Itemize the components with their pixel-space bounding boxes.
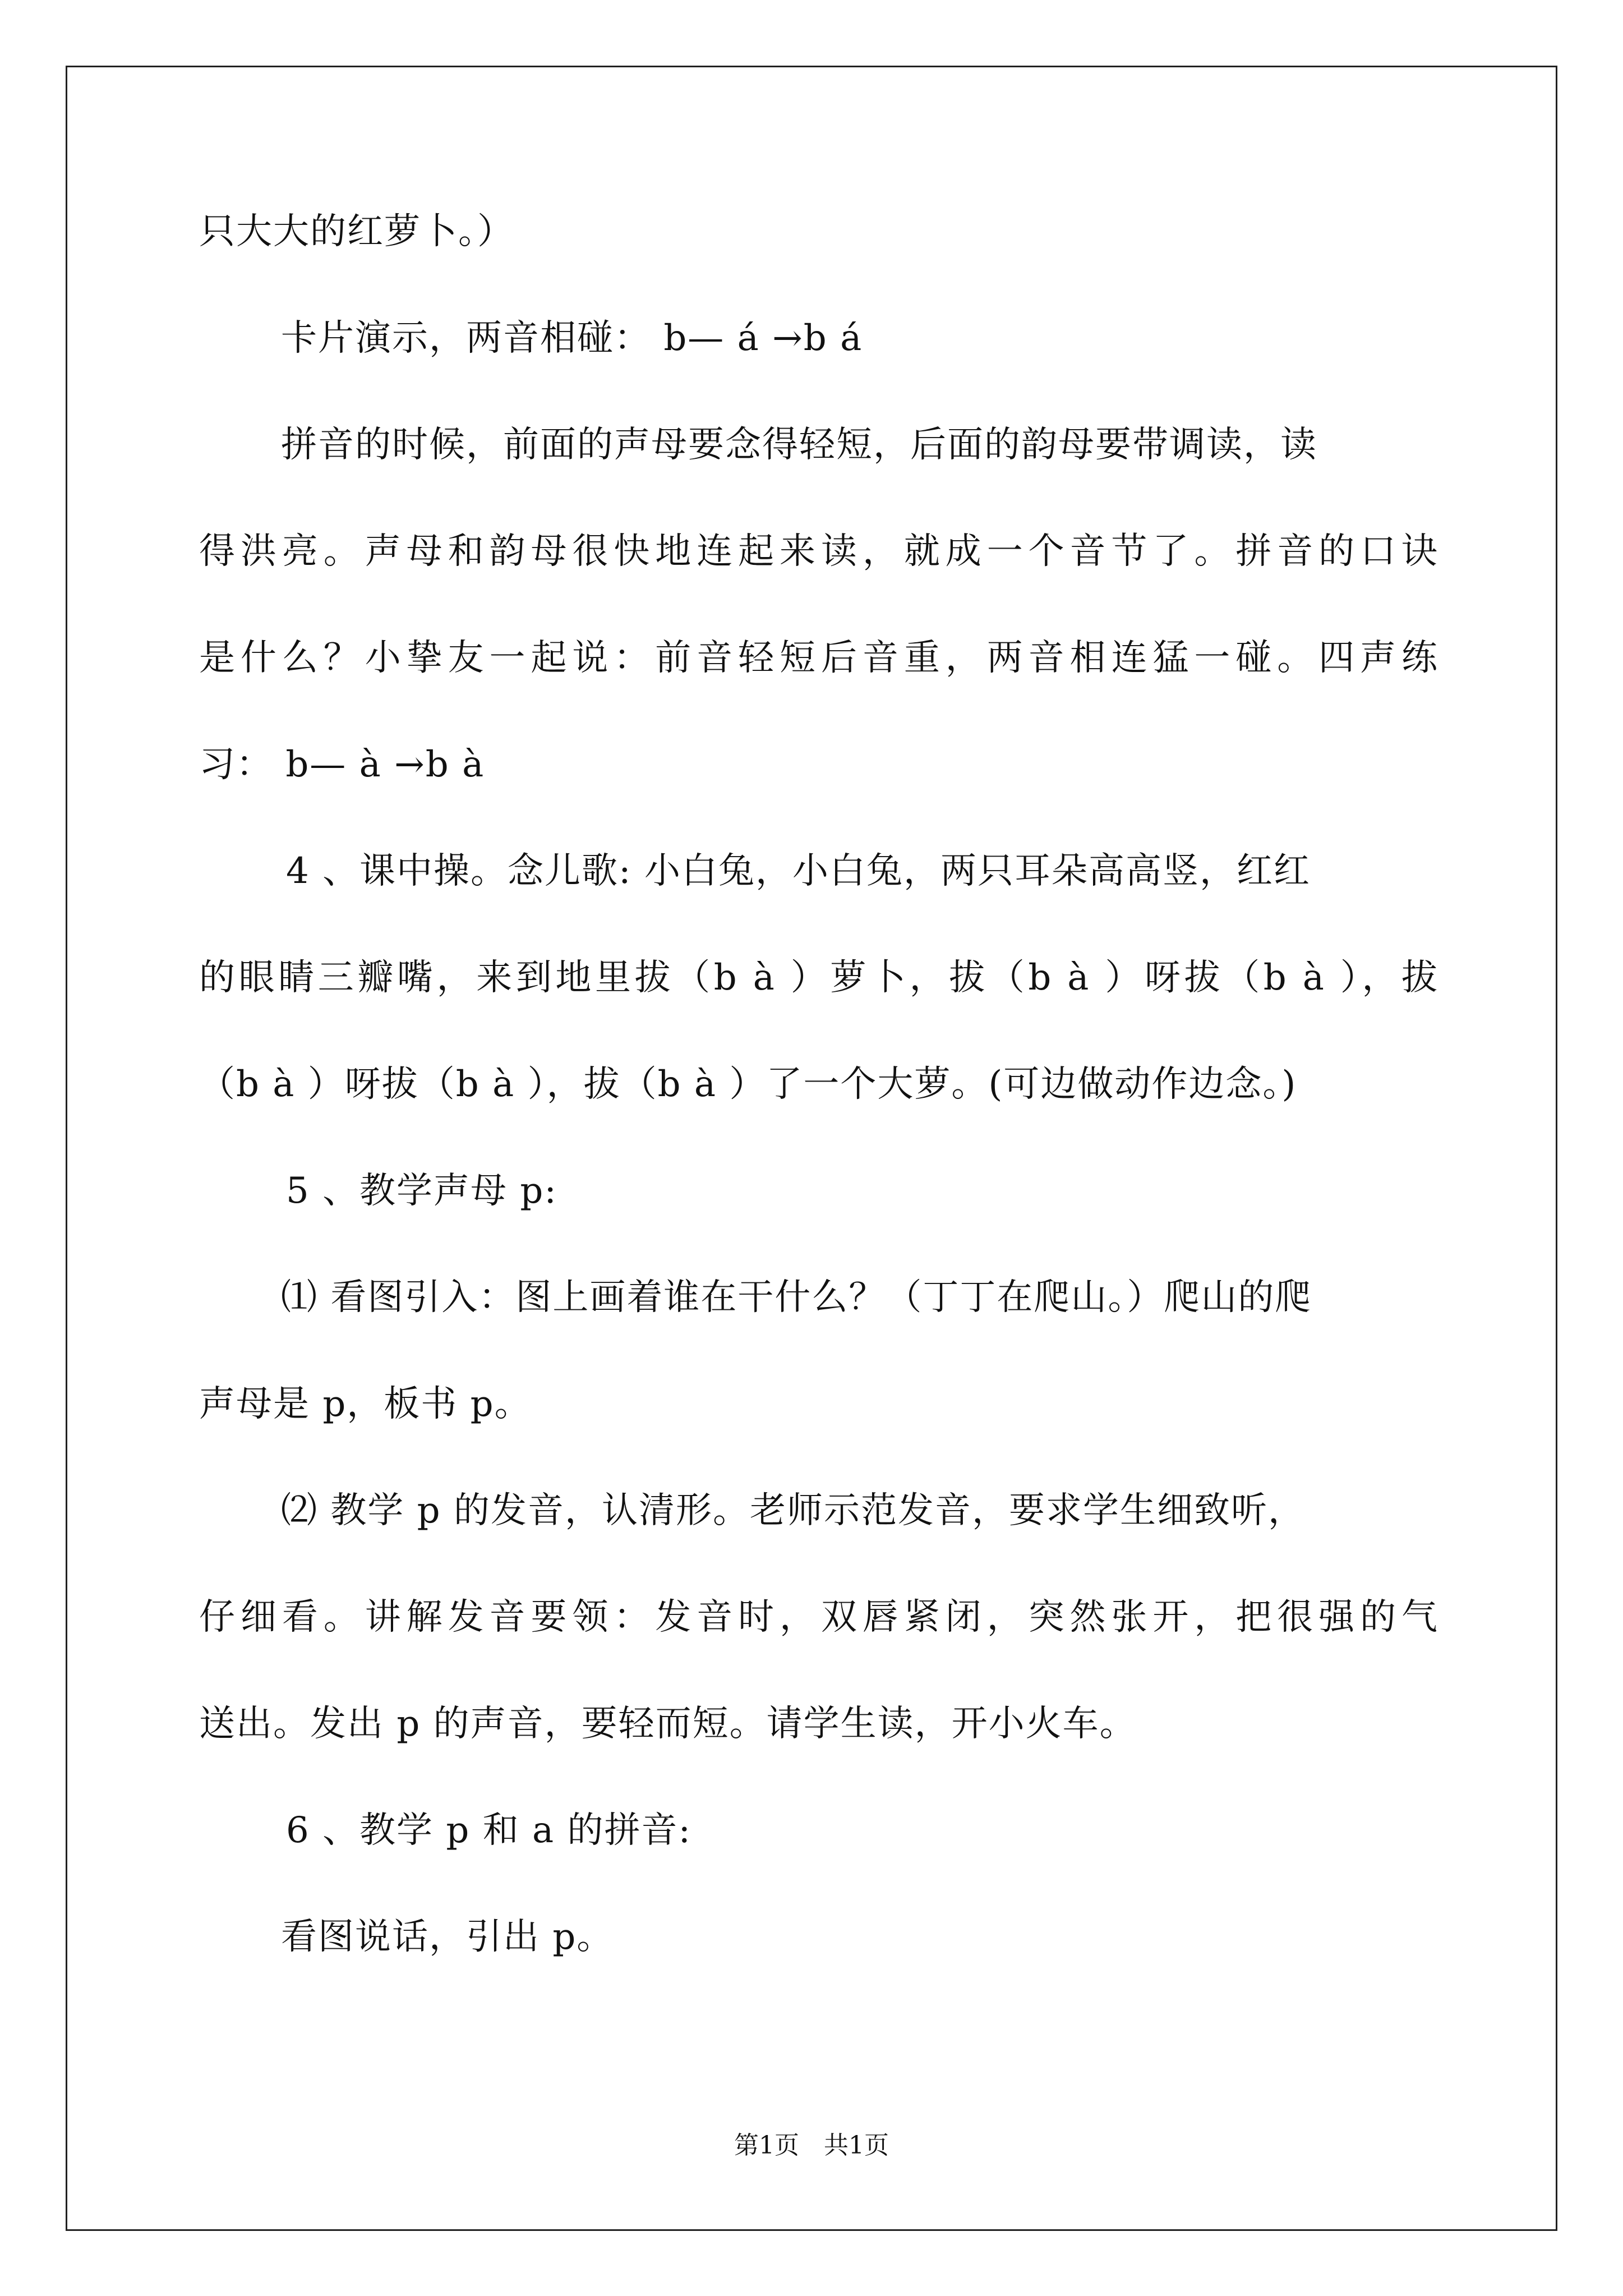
text-line-2: 卡片演示，两音相碰： b— á →b á bbox=[281, 318, 863, 359]
text-line-15: 送出。发出 p 的声音，要轻而短。请学生读，开小火车。 bbox=[199, 1703, 1137, 1745]
text-line-8: 的眼睛三瓣嘴，来到地里拔（b à ）萝卜，拔（b à ）呀拔（b à ），拔 bbox=[199, 957, 1438, 999]
page-footer: 第1页 共1页 bbox=[734, 2131, 889, 2160]
text-line-3: 拼音的时候，前面的声母要念得轻短，后面的韵母要带调读，读 bbox=[281, 424, 1317, 466]
text-line-11: ⑴ 看图引入：图上画着谁在干什么？（丁丁在爬山。）爬山的爬 bbox=[281, 1277, 1312, 1318]
text-line-9: （b à ）呀拔（b à ），拔（b à ）了一个大萝。(可边做动作边念。) bbox=[199, 1064, 1297, 1105]
text-line-16: 6 、教学 p 和 a 的拼音: bbox=[286, 1810, 692, 1851]
text-line-1: 只大大的红萝卜。） bbox=[199, 211, 514, 252]
text-line-14: 仔细看。讲解发音要领：发音时，双唇紧闭，突然张开，把很强的气 bbox=[199, 1596, 1438, 1638]
text-line-17: 看图说话，引出 p。 bbox=[281, 1916, 614, 1958]
text-line-4: 得洪亮。声母和韵母很快地连起来读，就成一个音节了。拼音的口诀 bbox=[199, 531, 1438, 572]
text-line-12: 声母是 p，板书 p。 bbox=[199, 1383, 532, 1425]
page-border bbox=[66, 66, 1557, 2231]
text-line-6: 习： b— à →b à bbox=[199, 744, 485, 785]
text-line-10: 5 、教学声母 p: bbox=[286, 1170, 557, 1212]
text-line-13: ⑵ 教学 p 的发音，认清形。老师示范发音，要求学生细致听， bbox=[281, 1490, 1305, 1531]
text-line-5: 是什么？小挚友一起说：前音轻短后音重，两音相连猛一碰。四声练 bbox=[199, 637, 1438, 679]
text-line-7: 4 、课中操。念儿歌: 小白兔，小白兔，两只耳朵高高竖，红红 bbox=[286, 850, 1311, 892]
